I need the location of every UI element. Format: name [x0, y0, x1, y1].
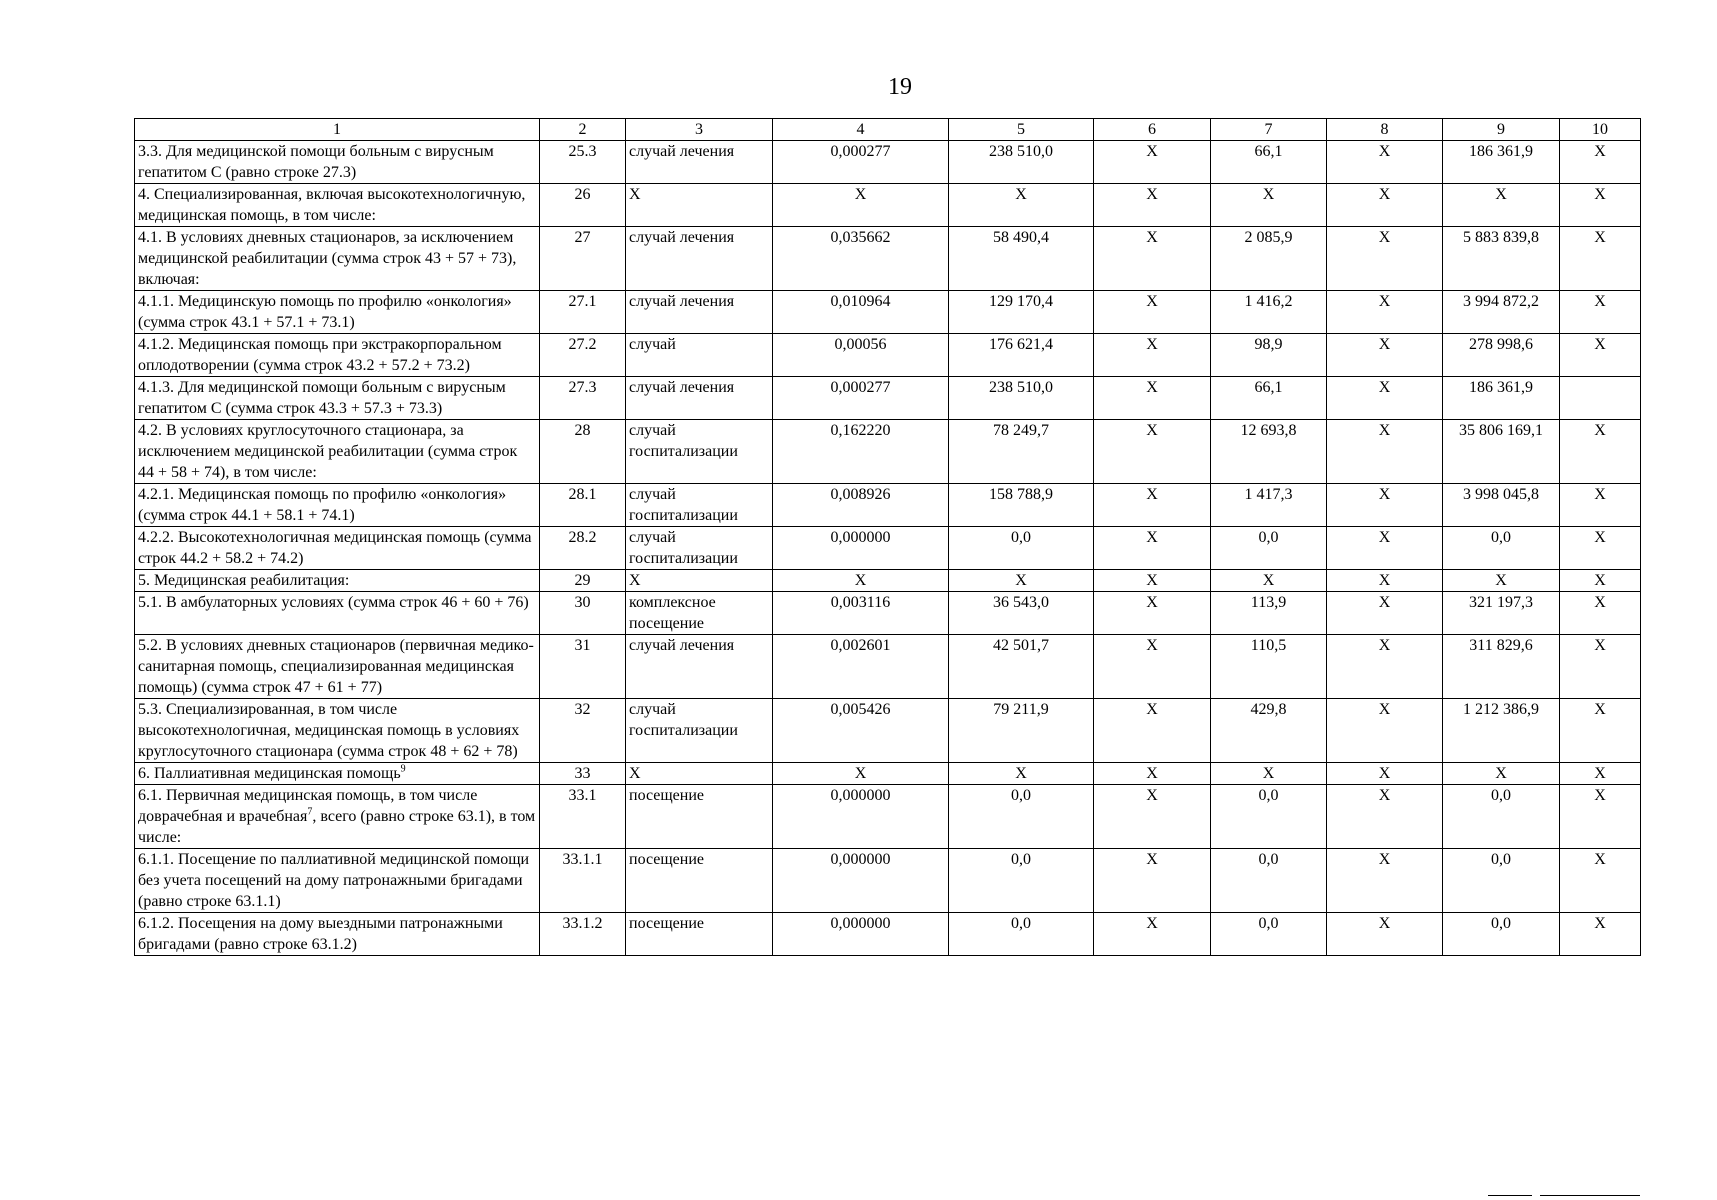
value-col-8: X — [1327, 527, 1443, 570]
value-col-9: 3 998 045,8 — [1443, 484, 1560, 527]
unit-cell: посещение — [626, 913, 773, 956]
row-name-text: 5.2. В условиях дневных стационаров (первичная медико-санитарная помощь, специализированная медицинская помощь) (сумма строк 47 + 61 + 77) — [138, 637, 534, 696]
value-col-10 — [1560, 377, 1641, 420]
value-col-10: X — [1560, 785, 1641, 849]
value-col-10: X — [1560, 570, 1641, 592]
row-name — [135, 570, 540, 592]
row-name-text: 4.2.2. Высокотехнологичная медицинская помощь (сумма строк 44.2 + 58.2 + 74.2) — [138, 529, 532, 567]
row-name-text: 4.1.3. Для медицинской помощи больным с вирусным гепатитом С (сумма строк 43.3 + 57.3 + 73.3) — [138, 379, 506, 417]
row-name-text: 6.1.2. Посещения на дому выездными патронажными бригадами (равно строке 63.1.2) — [138, 915, 503, 953]
row-code: 28.2 — [540, 527, 626, 570]
value-col-6: X — [1094, 420, 1211, 484]
value-col-10: X — [1560, 141, 1641, 184]
value-col-7: X — [1211, 570, 1327, 592]
value-col-7: 2 085,9 — [1211, 227, 1327, 291]
unit-cell: посещение — [626, 785, 773, 849]
value-col-8: X — [1327, 570, 1443, 592]
value-col-8: X — [1327, 592, 1443, 635]
value-col-9: X — [1443, 570, 1560, 592]
value-col-6: X — [1094, 484, 1211, 527]
unit-cell: посещение — [626, 849, 773, 913]
row-name-text: 4.1. В условиях дневных стационаров, за исключением медицинской реабилитации (сумма строк 43 + 57 + 73), включая: — [138, 229, 517, 288]
value-col-7: 113,9 — [1211, 592, 1327, 635]
row-code: 27.2 — [540, 334, 626, 377]
value-col-4: 0,000000 — [773, 527, 949, 570]
row-code: 33.1 — [540, 785, 626, 849]
value-col-6: X — [1094, 227, 1211, 291]
value-col-8: X — [1327, 913, 1443, 956]
value-col-9: 3 994 872,2 — [1443, 291, 1560, 334]
value-col-8: X — [1327, 763, 1443, 785]
unit-cell: случай — [626, 334, 773, 377]
value-col-5: X — [949, 763, 1094, 785]
value-col-5: 0,0 — [949, 849, 1094, 913]
table-row — [135, 377, 1641, 420]
value-col-4: 0,000000 — [773, 785, 949, 849]
value-col-6: X — [1094, 570, 1211, 592]
value-col-5: 0,0 — [949, 527, 1094, 570]
column-header-3: 3 — [626, 119, 773, 141]
value-col-7: X — [1211, 184, 1327, 227]
value-col-5: 0,0 — [949, 785, 1094, 849]
value-col-6: X — [1094, 527, 1211, 570]
row-name — [135, 420, 540, 484]
value-col-7: 110,5 — [1211, 635, 1327, 699]
value-col-10: X — [1560, 420, 1641, 484]
row-name-text: 6.1.1. Посещение по паллиативной медицинской помощи без учета посещений на дому патронажными бригадами (равно строке 63.1.1) — [138, 851, 530, 910]
unit-cell: случай госпитализации — [626, 527, 773, 570]
value-col-6: X — [1094, 849, 1211, 913]
column-header-9: 9 — [1443, 119, 1560, 141]
value-col-7: 0,0 — [1211, 913, 1327, 956]
value-col-7: 429,8 — [1211, 699, 1327, 763]
value-col-5: 78 249,7 — [949, 420, 1094, 484]
value-col-4: 0,035662 — [773, 227, 949, 291]
value-col-7: 1 417,3 — [1211, 484, 1327, 527]
value-col-4: 0,003116 — [773, 592, 949, 635]
value-col-9: 311 829,6 — [1443, 635, 1560, 699]
value-col-8: X — [1327, 334, 1443, 377]
value-col-7: 0,0 — [1211, 849, 1327, 913]
value-col-5: 0,0 — [949, 913, 1094, 956]
row-name — [135, 184, 540, 227]
column-header-1: 1 — [135, 119, 540, 141]
value-col-10: X — [1560, 291, 1641, 334]
value-col-7: 12 693,8 — [1211, 420, 1327, 484]
row-name-text: 4. Специализированная, включая высокотехнологичную, медицинская помощь, в том числе: — [138, 186, 526, 224]
row-name-text: 6. Паллиативная медицинская помощь — [138, 765, 401, 782]
value-col-4: X — [773, 184, 949, 227]
row-name-text: 4.1.2. Медицинская помощь при экстракорпоральном оплодотворении (сумма строк 43.2 + 57.2 + 73.2) — [138, 336, 502, 374]
value-col-5: 176 621,4 — [949, 334, 1094, 377]
unit-cell: случай госпитализации — [626, 420, 773, 484]
unit-cell: случай лечения — [626, 635, 773, 699]
value-col-10: X — [1560, 592, 1641, 635]
table-row — [135, 141, 1641, 184]
table-row — [135, 570, 1641, 592]
value-col-10: X — [1560, 849, 1641, 913]
value-col-5: 238 510,0 — [949, 141, 1094, 184]
value-col-8: X — [1327, 785, 1443, 849]
value-col-9: 5 883 839,8 — [1443, 227, 1560, 291]
footer-rule-long — [1540, 1195, 1640, 1196]
column-header-6: 6 — [1094, 119, 1211, 141]
value-col-10: X — [1560, 635, 1641, 699]
column-header-2: 2 — [540, 119, 626, 141]
value-col-6: X — [1094, 913, 1211, 956]
value-col-7: X — [1211, 763, 1327, 785]
value-col-6: X — [1094, 785, 1211, 849]
unit-cell: случай госпитализации — [626, 699, 773, 763]
page-number: 19 — [888, 74, 912, 100]
row-name — [135, 913, 540, 956]
table-row — [135, 184, 1641, 227]
table-row — [135, 484, 1641, 527]
row-code: 26 — [540, 184, 626, 227]
value-col-7: 0,0 — [1211, 785, 1327, 849]
row-name-text: 5. Медицинская реабилитация: — [138, 572, 350, 589]
row-name — [135, 141, 540, 184]
value-col-4: 0,000000 — [773, 913, 949, 956]
value-col-8: X — [1327, 184, 1443, 227]
value-col-9: 186 361,9 — [1443, 141, 1560, 184]
row-code: 33.1.2 — [540, 913, 626, 956]
value-col-10: X — [1560, 334, 1641, 377]
value-col-8: X — [1327, 420, 1443, 484]
unit-cell: X — [626, 570, 773, 592]
value-col-6: X — [1094, 184, 1211, 227]
value-col-9: 1 212 386,9 — [1443, 699, 1560, 763]
value-col-9: X — [1443, 763, 1560, 785]
value-col-8: X — [1327, 227, 1443, 291]
table-row — [135, 849, 1641, 913]
value-col-8: X — [1327, 699, 1443, 763]
unit-cell: случай лечения — [626, 141, 773, 184]
value-col-5: 79 211,9 — [949, 699, 1094, 763]
row-name-text: 4.1.1. Медицинскую помощь по профилю «онкология» (сумма строк 43.1 + 57.1 + 73.1) — [138, 293, 512, 331]
value-col-9: X — [1443, 184, 1560, 227]
value-col-8: X — [1327, 635, 1443, 699]
table-row — [135, 635, 1641, 699]
row-name — [135, 227, 540, 291]
row-code: 33.1.1 — [540, 849, 626, 913]
value-col-7: 1 416,2 — [1211, 291, 1327, 334]
row-code: 29 — [540, 570, 626, 592]
footnote-marker: 9 — [400, 763, 406, 775]
value-col-9: 0,0 — [1443, 849, 1560, 913]
row-name — [135, 484, 540, 527]
value-col-7: 66,1 — [1211, 377, 1327, 420]
row-name — [135, 291, 540, 334]
row-code: 27.3 — [540, 377, 626, 420]
row-code: 32 — [540, 699, 626, 763]
value-col-6: X — [1094, 334, 1211, 377]
value-col-7: 66,1 — [1211, 141, 1327, 184]
table-row — [135, 334, 1641, 377]
row-name-text: 4.2. В условиях круглосуточного стационара, за исключением медицинской реабилитации (сумма строк 44 + 58 + 74), в том числе: — [138, 422, 518, 481]
unit-cell: случай госпитализации — [626, 484, 773, 527]
unit-cell: случай лечения — [626, 377, 773, 420]
column-header-5: 5 — [949, 119, 1094, 141]
row-name — [135, 334, 540, 377]
data-table — [134, 118, 1641, 956]
value-col-4: X — [773, 763, 949, 785]
value-col-4: 0,000277 — [773, 141, 949, 184]
value-col-10: X — [1560, 527, 1641, 570]
column-header-4: 4 — [773, 119, 949, 141]
value-col-6: X — [1094, 377, 1211, 420]
value-col-9: 0,0 — [1443, 527, 1560, 570]
value-col-5: 158 788,9 — [949, 484, 1094, 527]
value-col-6: X — [1094, 699, 1211, 763]
value-col-10: X — [1560, 913, 1641, 956]
unit-cell: случай лечения — [626, 291, 773, 334]
unit-cell: случай лечения — [626, 227, 773, 291]
value-col-10: X — [1560, 227, 1641, 291]
column-header-8: 8 — [1327, 119, 1443, 141]
value-col-4: 0,002601 — [773, 635, 949, 699]
table-row — [135, 592, 1641, 635]
row-code: 31 — [540, 635, 626, 699]
table-row — [135, 527, 1641, 570]
value-col-10: X — [1560, 484, 1641, 527]
table-row — [135, 420, 1641, 484]
row-name — [135, 785, 540, 849]
value-col-5: 129 170,4 — [949, 291, 1094, 334]
row-name — [135, 849, 540, 913]
table-row — [135, 699, 1641, 763]
value-col-4: 0,162220 — [773, 420, 949, 484]
row-name — [135, 699, 540, 763]
table-row — [135, 291, 1641, 334]
value-col-8: X — [1327, 141, 1443, 184]
row-name-text: 5.3. Специализированная, в том числе высокотехнологичная, медицинская помощь в условиях круглосуточного стационара (сумма строк 48 + 62 + 78) — [138, 701, 520, 760]
row-name — [135, 592, 540, 635]
value-col-10: X — [1560, 184, 1641, 227]
value-col-5: X — [949, 570, 1094, 592]
value-col-9: 0,0 — [1443, 785, 1560, 849]
row-name-text: 4.2.1. Медицинская помощь по профилю «онкология» (сумма строк 44.1 + 58.1 + 74.1) — [138, 486, 507, 524]
value-col-8: X — [1327, 291, 1443, 334]
value-col-5: 36 543,0 — [949, 592, 1094, 635]
value-col-4: 0,000277 — [773, 377, 949, 420]
row-code: 30 — [540, 592, 626, 635]
value-col-4: 0,00056 — [773, 334, 949, 377]
row-name-text: 6.1. Первичная медицинская помощь, в том числе доврачебная и врачебная — [138, 787, 478, 825]
footer-rule-short — [1488, 1195, 1532, 1196]
value-col-4: 0,010964 — [773, 291, 949, 334]
value-col-4: X — [773, 570, 949, 592]
value-col-6: X — [1094, 763, 1211, 785]
value-col-9: 278 998,6 — [1443, 334, 1560, 377]
value-col-4: 0,000000 — [773, 849, 949, 913]
unit-cell: X — [626, 184, 773, 227]
value-col-8: X — [1327, 849, 1443, 913]
value-col-7: 0,0 — [1211, 527, 1327, 570]
row-code: 28 — [540, 420, 626, 484]
row-code: 28.1 — [540, 484, 626, 527]
row-code: 25.3 — [540, 141, 626, 184]
value-col-6: X — [1094, 635, 1211, 699]
value-col-5: 42 501,7 — [949, 635, 1094, 699]
table-row — [135, 227, 1641, 291]
value-col-4: 0,005426 — [773, 699, 949, 763]
value-col-8: X — [1327, 377, 1443, 420]
value-col-6: X — [1094, 141, 1211, 184]
row-name — [135, 635, 540, 699]
row-code: 27 — [540, 227, 626, 291]
footnote-marker: 7 — [307, 806, 313, 818]
value-col-9: 186 361,9 — [1443, 377, 1560, 420]
value-col-10: X — [1560, 699, 1641, 763]
table-row — [135, 913, 1641, 956]
row-name — [135, 377, 540, 420]
table-row — [135, 763, 1641, 785]
unit-cell: X — [626, 763, 773, 785]
value-col-9: 35 806 169,1 — [1443, 420, 1560, 484]
value-col-9: 0,0 — [1443, 913, 1560, 956]
header-row — [135, 119, 1641, 141]
column-header-10: 10 — [1560, 119, 1641, 141]
row-code: 33 — [540, 763, 626, 785]
value-col-6: X — [1094, 592, 1211, 635]
column-header-7: 7 — [1211, 119, 1327, 141]
row-name-text: 3.3. Для медицинской помощи больным с вирусным гепатитом С (равно строке 27.3) — [138, 143, 494, 181]
unit-cell: комплексное посещение — [626, 592, 773, 635]
table-row — [135, 785, 1641, 849]
row-name — [135, 527, 540, 570]
value-col-8: X — [1327, 484, 1443, 527]
value-col-7: 98,9 — [1211, 334, 1327, 377]
value-col-5: 238 510,0 — [949, 377, 1094, 420]
value-col-9: 321 197,3 — [1443, 592, 1560, 635]
row-name-tail: , всего (равно строке 63.1), в том числе: — [138, 808, 536, 846]
row-name-text: 5.1. В амбулаторных условиях (сумма строк 46 + 60 + 76) — [138, 594, 529, 611]
value-col-5: X — [949, 184, 1094, 227]
value-col-4: 0,008926 — [773, 484, 949, 527]
value-col-10: X — [1560, 763, 1641, 785]
value-col-6: X — [1094, 291, 1211, 334]
row-name — [135, 763, 540, 785]
value-col-5: 58 490,4 — [949, 227, 1094, 291]
row-code: 27.1 — [540, 291, 626, 334]
